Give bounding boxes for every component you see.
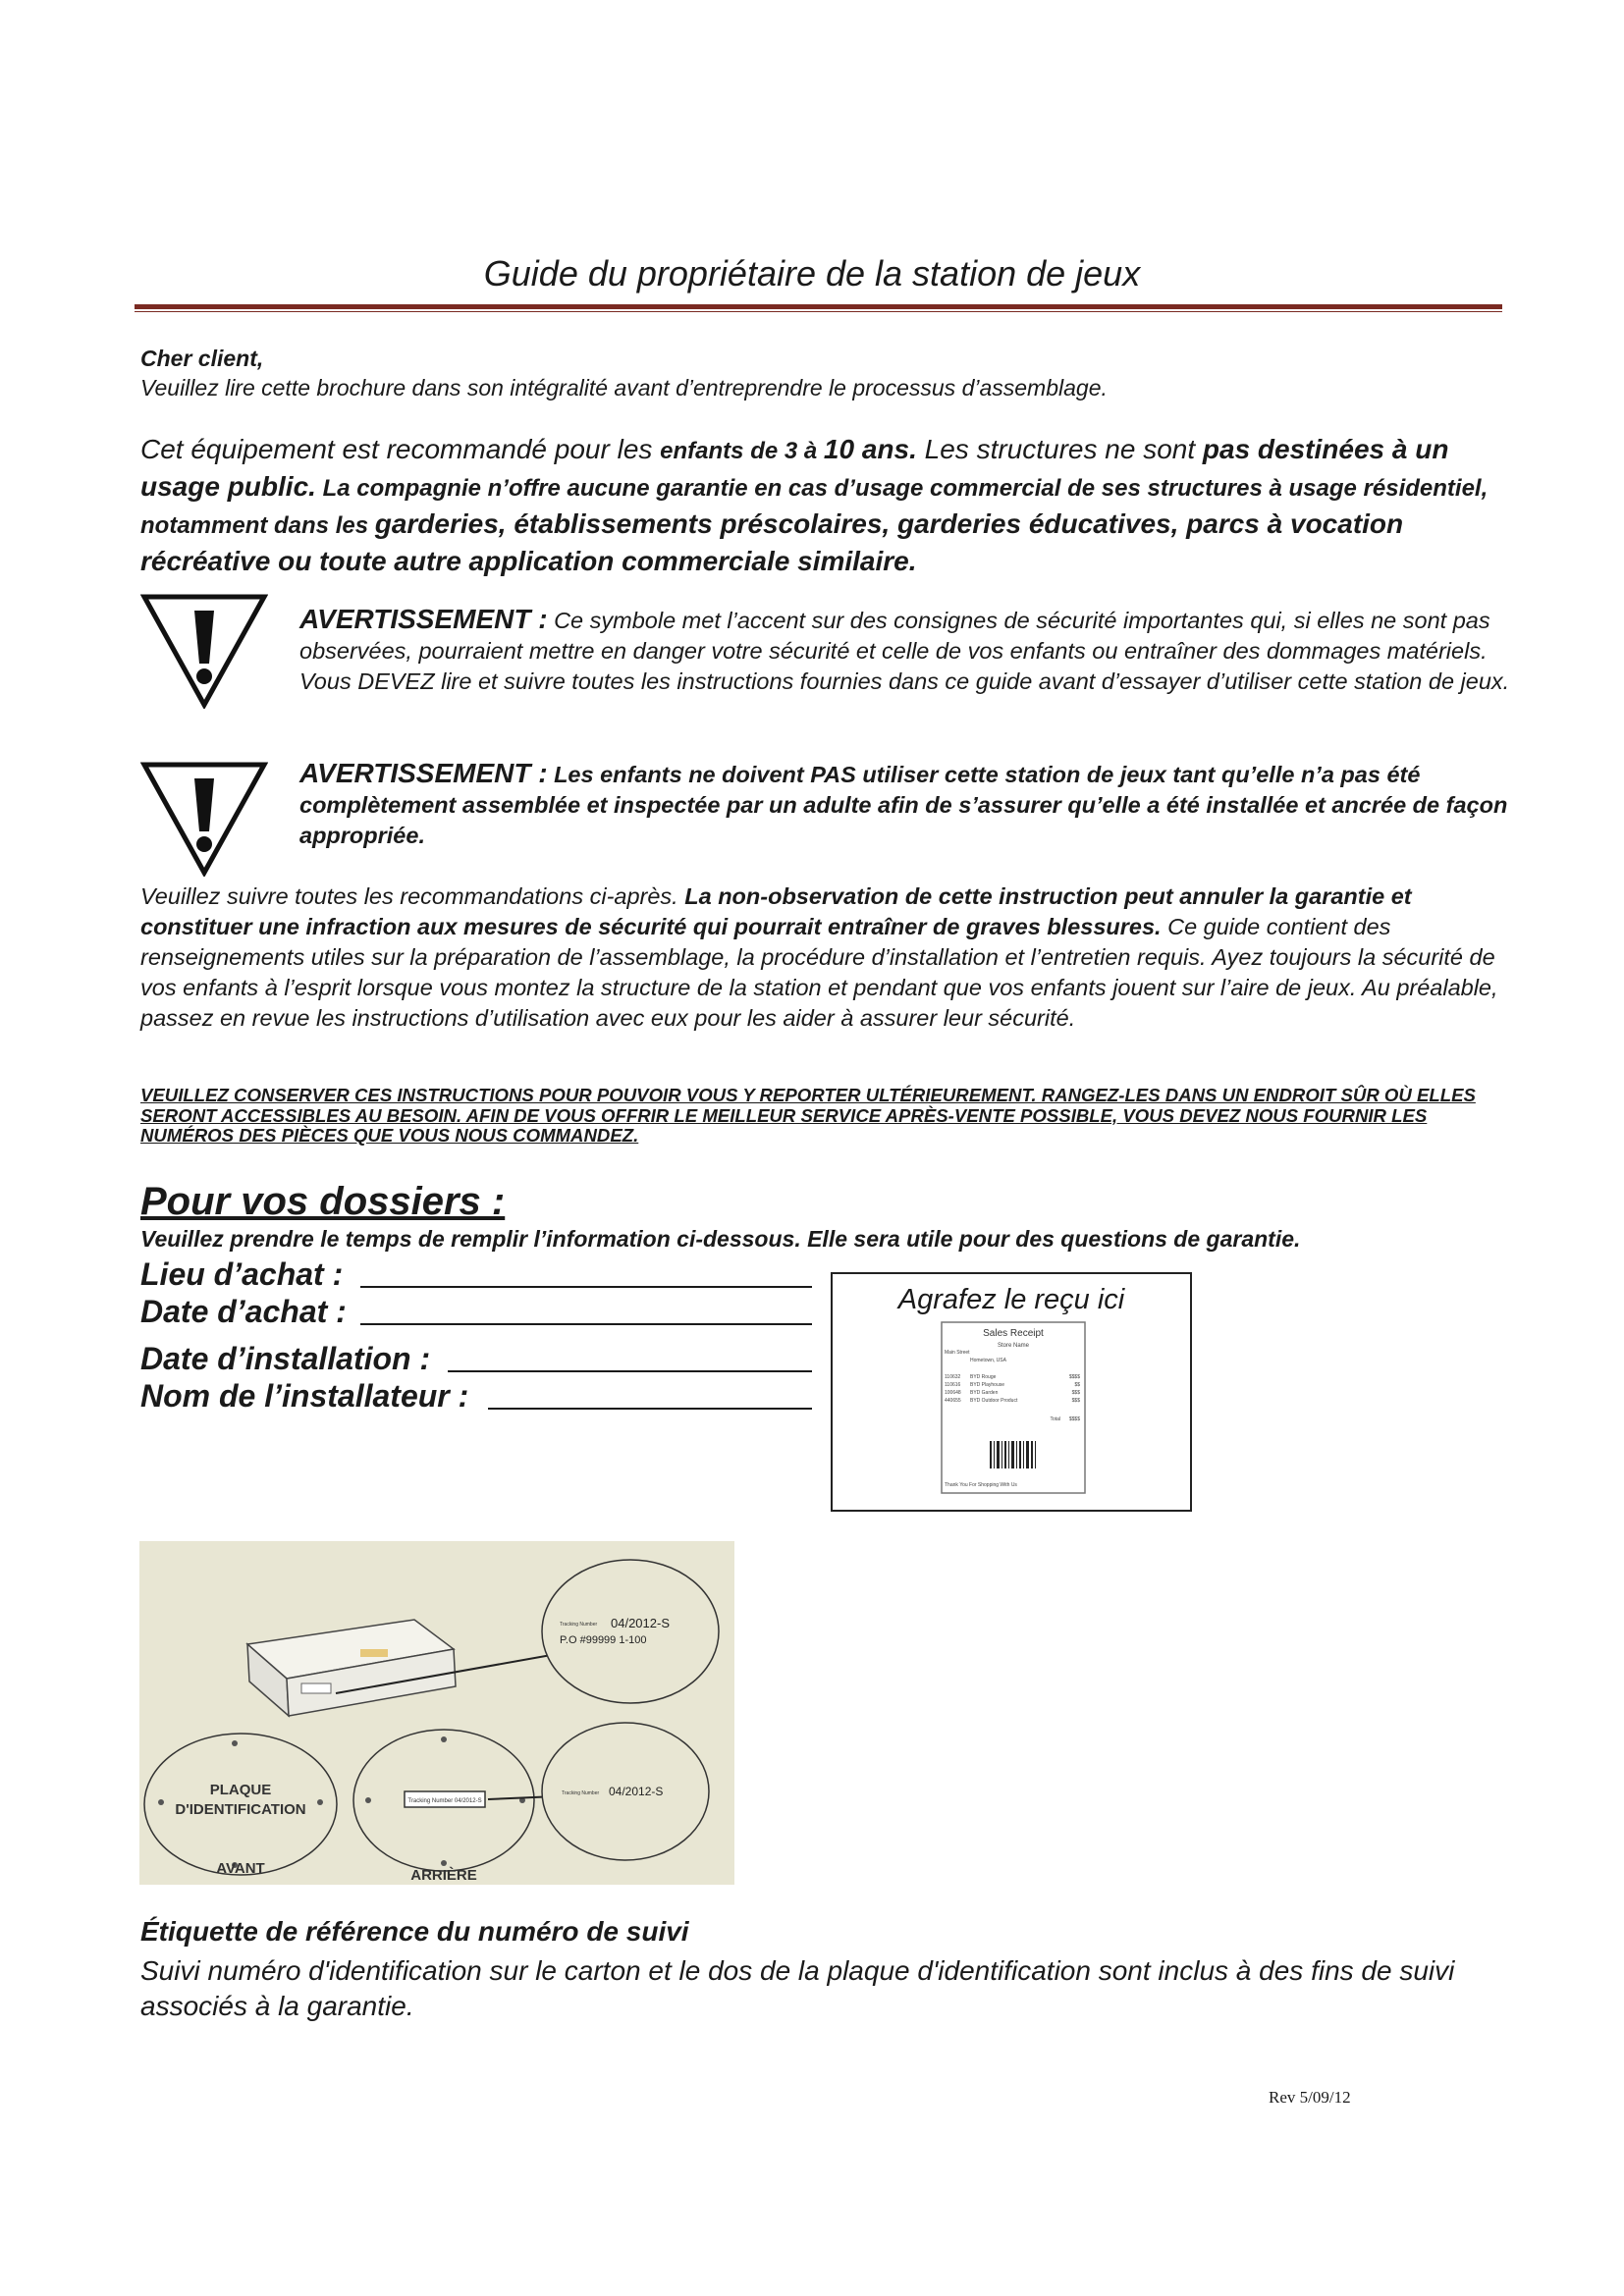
barcode: [990, 1441, 1036, 1468]
title-rule-thick: [135, 304, 1502, 309]
receipt-line-item: BYD Outdoor Product: [970, 1398, 1018, 1404]
receipt-image: [941, 1321, 1086, 1494]
tracking-number-back: 04/2012-S: [609, 1785, 664, 1798]
installer-name-label: Nom de l’installateur :: [140, 1378, 469, 1414]
purchase-date-label: Date d’achat :: [140, 1294, 347, 1329]
warning-1-text: Ce symbole met l’accent sur des consignes de sécurité importantes qui, si elles ne sont pas observées, pourraient mettre en danger votre sécurité et celle de vos enfants ou entraîner des dommages matériels. Vous DEVEZ lire et suivre toutes les instructions fournies dans ce guide avant d’essayer d’utiliser cette station de jeux.: [299, 608, 1510, 694]
intro-warranty-text: La compagnie n’offre aucune garantie en cas d’usage commercial de ses structures à usage résidentiel, notamment dans les: [140, 475, 1489, 539]
po-number: P.O #99999 1-100: [560, 1634, 647, 1646]
greeting-line: Veuillez lire cette brochure dans son intégralité avant d’entreprendre le processus d’assemblage.: [140, 375, 1108, 400]
detail-circle: [542, 1560, 719, 1703]
intro-age-text: enfants de 3 à: [660, 438, 824, 464]
tracking-tag-description: Suivi numéro d'identification sur le carton et le dos de la plaque d'identification sont inclus à des fins de suivi associés à la garantie.: [140, 1955, 1455, 2021]
svg-text:Tracking Number: Tracking Number: [562, 1790, 600, 1796]
svg-text:Tracking Number: Tracking Number: [560, 1622, 598, 1628]
receipt-title: Sales Receipt: [983, 1328, 1044, 1339]
installation-date-field: [140, 1341, 430, 1377]
warning-2-text: Les enfants ne doivent PAS utiliser cette station de jeux tant qu’elle n’a pas été complètement assemblée et inspectée par un adulte afin de s’assurer qu’elle a été installée et ancrée de façon appropriée.: [299, 762, 1508, 848]
purchase-place-field: [140, 1256, 343, 1293]
recommendations-rest: Ce guide contient des renseignements utiles sur la préparation de l’assemblage, la procédure d’installation et l’entretien requis. Ayez toujours la sécurité de vos enfants à l’esprit lorsque vous montez la structure de la station et pendant que vos enfants jouent sur l’aire de jeux. Au préalable, passez en revue les instructions d’utilisation avec eux pour les aider à assurer leur sécurité.: [140, 914, 1498, 1031]
purchase-place-line: [360, 1286, 812, 1288]
receipt-line-item: BYD Playhouse: [970, 1382, 1005, 1388]
records-title: Pour vos dossiers :: [140, 1180, 506, 1223]
revision-note: Rev 5/09/12: [1269, 2088, 1351, 2107]
intro-text-1: Cet équipement est recommandé pour les: [140, 434, 661, 464]
receipt-line-price: $$: [1074, 1382, 1080, 1388]
receipt-line-code: 440655: [945, 1398, 961, 1404]
installer-name-field: [140, 1378, 468, 1415]
intro-age-max: 10 ans.: [823, 434, 917, 464]
intro-paragraph: [140, 432, 1515, 579]
receipt-total-value: $$$$: [1068, 1416, 1080, 1422]
recommendations-bold: La non-observation de cette instruction peut annuler la garantie et constituer une infraction aux mesures de sécurité qui pourrait entraîner de graves blessures.: [140, 883, 1412, 939]
title-rule-thin: [135, 311, 1502, 312]
receipt-label: Agrafez le reçu ici: [897, 1284, 1125, 1315]
purchase-place-label: Lieu d’achat :: [140, 1256, 344, 1292]
page-title: Guide du propriétaire de la station de jeux: [483, 253, 1141, 294]
warning-triangle-icon: [140, 593, 268, 709]
warning-triangle-icon: [140, 761, 268, 877]
tracking-number-top: 04/2012-S: [611, 1616, 670, 1630]
receipt-line-price: $$$: [1071, 1390, 1080, 1396]
receipt-thanks: Thank You For Shopping With Us: [945, 1482, 1017, 1488]
keep-instructions-notice: VEUILLEZ CONSERVER CES INSTRUCTIONS POUR POUVOIR VOUS Y REPORTER ULTÉRIEUREMENT. RANGEZ-LES DANS UN ENDROIT SÛR OÙ ELLES SERONT ACCESSIBLES AU BESOIN. AFIN DE VOUS OFFRIR LE MEILLEUR SERVICE APRÈS-VENTE POSSIBLE, VOUS DEVEZ NOUS FOURNIR LES NUMÉROS DES PIÈCES QUE VOUS NOUS COMMANDEZ.: [140, 1085, 1476, 1146]
purchase-date-line: [360, 1323, 812, 1325]
warning-1: [299, 604, 1517, 697]
receipt-total-label: Total: [1050, 1416, 1060, 1422]
receipt-line-code: 110632: [945, 1374, 961, 1380]
intro-commercial-list: garderies, établissements préscolaires, garderies éducatives, parcs à vocation récréative ou toute autre application commerciale similaire.: [140, 508, 1404, 576]
warning-2: [299, 758, 1517, 851]
back-label: ARRIÈRE: [410, 1867, 477, 1884]
svg-text:Tracking Number 04/2012-S: Tracking Number 04/2012-S: [407, 1798, 482, 1804]
plaque-text-2: D'IDENTIFICATION: [175, 1801, 306, 1818]
receipt-city: Hometown, USA: [970, 1358, 1006, 1363]
warning-2-heading: AVERTISSEMENT :: [299, 758, 548, 788]
receipt-line-code: 100648: [945, 1390, 961, 1396]
receipt-street: Main Street: [945, 1350, 970, 1356]
receipt-store: Store Name: [997, 1343, 1030, 1349]
recommendations-lead: Veuillez suivre toutes les recommandations ci-après.: [140, 883, 685, 909]
installer-name-line: [488, 1408, 812, 1410]
installation-date-line: [448, 1370, 812, 1372]
purchase-date-field: [140, 1294, 347, 1330]
warning-1-heading: AVERTISSEMENT :: [299, 604, 548, 634]
front-label: AVANT: [216, 1860, 265, 1877]
tracking-tag-title: Étiquette de référence du numéro de suivi: [140, 1916, 689, 1947]
receipt-line-code: 110616: [945, 1382, 961, 1388]
receipt-line-item: BYD Garden: [970, 1390, 999, 1396]
intro-public-use: pas destinées à un usage public.: [140, 434, 1449, 502]
receipt-line-price: $$$$: [1068, 1374, 1080, 1380]
receipt-line-price: $$$: [1071, 1398, 1080, 1404]
intro-text-2: Les structures ne sont: [916, 434, 1203, 464]
plaque-text-1: PLAQUE: [209, 1782, 272, 1798]
records-note: Veuillez prendre le temps de remplir l’information ci-dessous. Elle sera utile pour des questions de garantie.: [140, 1226, 1301, 1252]
installation-date-label: Date d’installation :: [140, 1341, 431, 1376]
tracking-label-figure: [139, 1541, 734, 1885]
greeting-salutation: Cher client,: [140, 346, 264, 371]
receipt-line-item: BYD Rouge: [970, 1374, 997, 1380]
recommendations-paragraph: [140, 881, 1515, 1034]
